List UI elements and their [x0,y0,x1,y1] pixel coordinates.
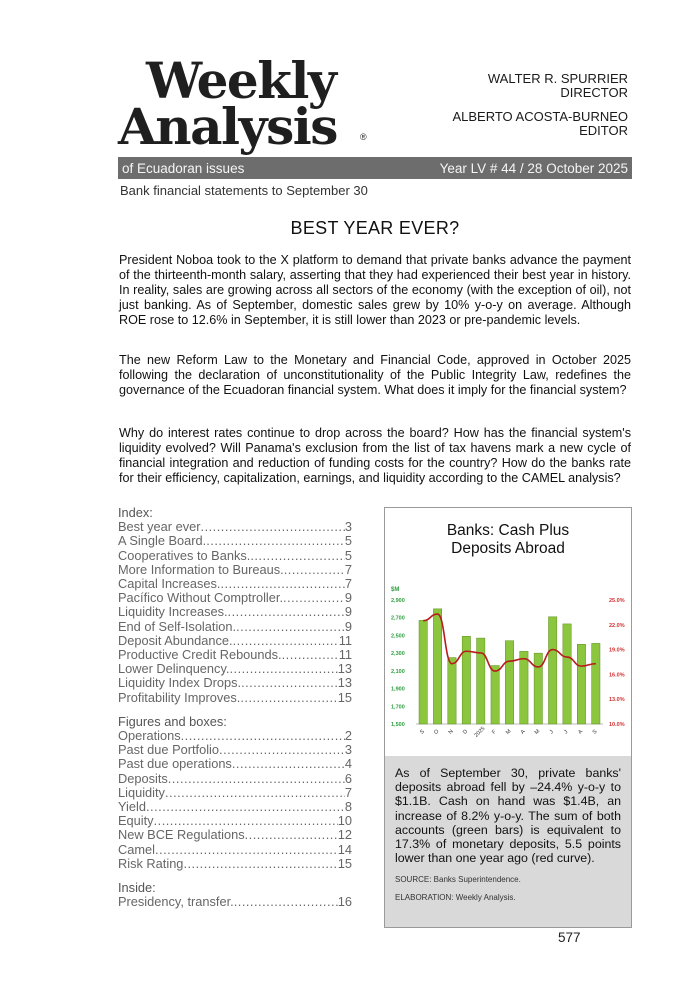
dot-leader [236,620,345,634]
figure-entry [118,786,352,800]
dot-leader [234,895,338,909]
x-tick-label: O [433,728,441,736]
index-entry [118,577,352,591]
figure-entry-label: Deposits [118,771,168,786]
dot-leader [240,691,337,705]
left-tick-label: 1,500 [391,722,405,728]
figure-entry [118,743,352,757]
index-entry-label: Best year ever [118,520,201,535]
index-entry [118,534,352,548]
dot-leader [229,662,337,676]
index-entry-page: 7 [344,577,352,592]
inside-list [118,895,352,909]
director-name: WALTER R. SPURRIER [487,71,628,86]
x-tick-label: N [447,728,455,736]
chart-bar [462,636,470,724]
registered-mark: ® [360,132,367,142]
chart-bar [505,641,513,724]
chart-bar [534,653,542,724]
figure-entry [118,757,352,771]
cash-deposits-chart [385,508,633,756]
index-entry [118,662,352,676]
index-entry-label: Liquidity Increases. [118,605,228,620]
index-entry-label: A Single Board. [118,534,207,549]
index-entry [118,605,352,619]
figure-entry-page: 12 [337,828,352,843]
chart-sidebar-box [384,507,632,928]
logo-word-analysis: Analysis [118,97,337,156]
figure-entry-page: 3 [344,743,352,758]
left-tick-label: 1,700 [391,704,405,711]
right-tick-label: 19.0% [609,647,625,654]
left-tick-label: 2,700 [391,615,405,622]
index-entry-page: 13 [337,662,352,677]
index-entry [118,549,352,563]
figure-entry-label: Liquidity [118,785,165,800]
dot-leader [219,743,345,757]
right-tick-label: 16.0% [609,672,625,679]
index-entry [118,591,352,605]
chart-bar [491,666,499,724]
index-entry-label: Profitability Improves. [118,690,241,705]
dot-leader [146,800,345,814]
figure-entry [118,857,352,871]
dot-leader [228,605,345,619]
index-entry [118,520,352,534]
figures-list [118,729,352,871]
table-of-contents [118,506,352,909]
dot-leader [284,563,345,577]
x-tick-label: J [548,729,556,736]
dot-leader [206,534,345,548]
index-entry-page: 9 [344,619,352,634]
x-tick-label: D [462,728,470,736]
masthead-credits [452,72,628,138]
figure-entry-label: Past due Portfolio [118,743,220,758]
figure-entry [118,814,352,828]
chart-bar [433,609,441,724]
director-role: DIRECTOR [560,85,628,100]
index-heading: Index: [118,505,153,520]
index-entry [118,676,352,690]
inside-entry [118,895,352,909]
inside-entry-page: 16 [337,895,352,910]
figures-heading: Figures and boxes: [118,713,227,729]
figure-entry-label: Past due operations [118,757,232,772]
dot-leader [283,591,345,605]
dot-leader [168,772,345,786]
dot-leader [241,676,338,690]
chart-bar [592,643,600,724]
page-number: 577 [558,930,581,945]
figure-entry-page: 8 [344,800,352,815]
index-entry-page: 5 [344,534,352,549]
index-entry [118,634,352,648]
index-entry-label: End of Self-Isolation. [118,619,237,634]
figure-entry-label: New BCE Regulations [118,828,245,843]
index-entry-page: 7 [344,562,352,577]
article-title: BEST YEAR EVER? [290,218,460,238]
chart-bar [419,620,427,724]
index-entry-page: 3 [344,520,352,535]
x-tick-label: A [519,728,527,736]
figure-entry-label: Equity [118,814,154,829]
figure-entry-page: 2 [344,729,352,744]
dot-leader [250,549,345,563]
issue-info: Year LV # 44 / 28 October 2025 [439,160,628,176]
paragraph-2: The new Reform Law to the Monetary and Financial Code, approved in October 2025 following the declaration of unconstitutionality of the Public Integrity Law, redefines the governance of the Ecuadoran financial system. What does it imply for the financial system? [119,353,631,397]
dot-leader [232,757,345,771]
index-entry-page: 11 [338,633,352,648]
inside-entry-label: Presidency, transfer. [118,895,234,910]
chart-bar [477,638,485,724]
x-tick-label: J [563,729,570,736]
paragraph-1: President Noboa took to the X platform to demand that private banks advance the payment of the thirteenth-month salary, asserting that they had experienced their best year in history. In reality, sales are growing across all sectors of the economy (with the exception of oil), not just banking. As of September, domestic sales grew by 10% y-o-y on average. Although ROE rose to 12.6% in September, it is still lower than 2023 or pre-pandemic levels. [119,253,631,327]
right-tick-label: 22.0% [609,622,625,629]
logo-word-weekly: Weekly [146,51,336,110]
index-entry-page: 5 [344,548,352,563]
index-entry-page: 11 [338,648,352,663]
x-tick-label: F [491,728,498,736]
index-entry-page: 15 [337,690,352,705]
figure-entry-label: Operations [118,729,181,744]
figure-entry-label: Yield [118,800,146,815]
figure-entry [118,843,352,857]
chart-caption: As of September 30, private banks' deposits abroad fell by –24.4% y-o-y to $1.1B. Cash on hand was $1.4B, an increase of 8.2% y-o-y. The sum of both accounts (green bars) is equivalent to 17.3% of monetary deposits, 5.5 points lower than one year ago (red curve). [395,766,621,866]
figure-entry [118,828,352,842]
x-tick-label: 2025 [473,725,487,739]
chart-title-line-2: Deposits Abroad [451,540,565,557]
dot-leader [282,648,339,662]
dot-leader [165,786,345,800]
index-list [118,520,352,705]
figure-entry-page: 15 [337,856,352,871]
index-entry-page: 9 [344,605,352,620]
x-tick-label: M [533,728,542,737]
right-tick-label: 13.0% [609,697,625,704]
index-entry-label: Capital Increases. [118,577,221,592]
y-axis-unit: $M [391,587,400,593]
masthead-bar [118,157,632,179]
figure-entry [118,729,352,743]
chart-bar [563,624,571,724]
figure-entry-page: 7 [344,785,352,800]
chart-elaboration: ELABORATION: Weekly Analysis. [395,893,516,903]
figure-entry [118,772,352,786]
paragraph-3: Why do interest rates continue to drop across the board? How has the financial system's liquidity evolved? Will Panama's exclusion from the list of tax havens mark a new cycle of financial integration and reduction of funding costs for the country? How do the banks rate for their efficiency, capitalization, earnings, and liquidity according to the CAMEL analysis? [119,426,631,485]
x-tick-label: S [591,728,599,736]
left-tick-label: 1,900 [391,686,405,693]
chart-source: SOURCE: Banks Superintendence. [395,875,521,885]
dot-leader [233,634,339,648]
dot-leader [201,520,345,534]
inside-heading: Inside: [118,880,156,896]
dot-leader [183,857,337,871]
index-entry-label: Productive Credit Rebounds. [118,648,282,663]
section-subhead: Bank financial statements to September 30 [120,183,368,198]
index-entry-label: Liquidity Index Drops. [118,676,242,691]
figure-entry-page: 14 [337,842,352,857]
x-tick-label: S [419,728,426,736]
index-entry-label: More Information to Bureaus. [118,562,284,577]
index-entry [118,563,352,577]
index-entry-page: 9 [344,591,352,606]
figure-entry-page: 6 [344,771,352,786]
dot-leader [181,729,345,743]
right-tick-label: 25.0% [609,598,625,604]
chart-caption-box [385,756,631,927]
figure-entry-label: Camel [118,842,155,857]
figure-entry-page: 4 [344,757,352,772]
index-entry-label: Cooperatives to Banks. [118,548,251,563]
weekly-analysis-logo [118,51,378,156]
index-entry-label: Pacífico Without Comptroller. [118,591,283,606]
index-entry [118,648,352,662]
editor-name: ALBERTO ACOSTA-BURNEO [452,109,628,124]
x-tick-label: A [577,728,585,736]
chart-bar [448,658,456,724]
left-tick-label: 2,100 [391,668,405,675]
chart-bar [520,651,528,724]
index-entry-page: 13 [337,676,352,691]
figure-entry [118,800,352,814]
dot-leader [155,843,338,857]
left-tick-label: 2,500 [391,633,405,640]
figure-entry-label: Risk Rating [118,856,184,871]
index-entry-label: Lower Delinquency. [118,662,230,677]
left-tick-label: 2,900 [391,598,405,604]
x-tick-label: M [505,728,513,737]
left-tick-label: 2,300 [391,651,405,658]
tagline: of Ecuadoran issues [122,160,245,176]
index-entry [118,691,352,705]
editor-role: EDITOR [579,123,628,138]
dot-leader [245,828,338,842]
dot-leader [154,814,338,828]
index-entry-label: Deposit Abundance. [118,633,233,648]
chart-bar [577,644,585,724]
right-tick-label: 10.0% [609,722,625,728]
chart-title-line-1: Banks: Cash Plus [446,522,570,539]
index-entry [118,620,352,634]
dot-leader [220,577,344,591]
figure-entry-page: 10 [337,814,352,829]
chart-bar [548,617,556,724]
